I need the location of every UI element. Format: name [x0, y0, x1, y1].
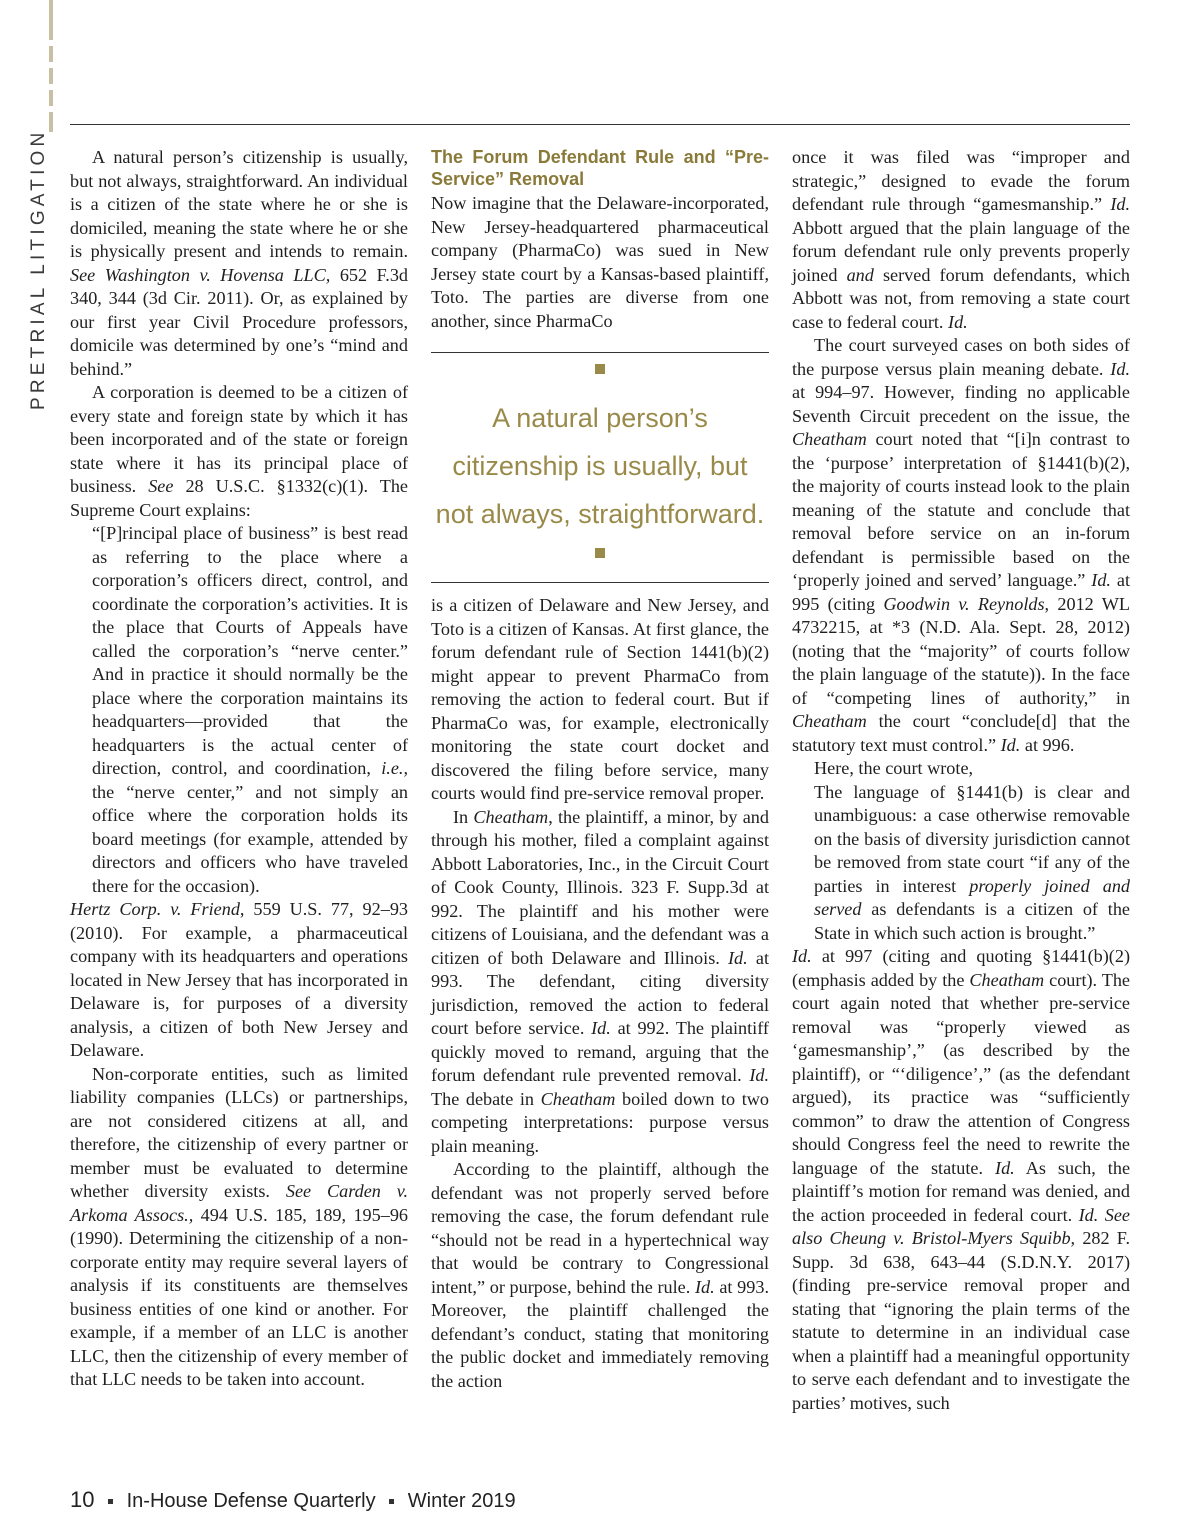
column-2-bottom	[431, 594, 769, 1393]
block-quote: The language of §1441(b) is clear and unambiguous: a case otherwise removable on the basis of diversity jurisdiction cannot be removed from state court “if any of the parties in interest properly joined and served as defendants is a citizen of the State in which such action is brought.”	[814, 781, 1131, 943]
paragraph: Id. at 997 (citing and quoting §1441(b)(2) (emphasis added by the Cheatham court). The court again noted that whether pre-service removal was “properly viewed as ‘gamesmanship’,” (as described by the plaintiff), or “‘diligence’,” (as the defendant argued), its practice was “sufficiently common” to draw the attention of Congress should Congress feel the need to rewrite the language of the statute. Id. As such, the plaintiff’s motion for remand was denied, and the action proceeded in federal court. Id. See also Cheung v. Bristol-Myers Squibb, 282 F. Supp. 3d 638, 643–44 (S.D.N.Y. 2017) (finding pre-service removal proper and stating that “ignoring the plain terms of the statute to determine in an individual case when a plaintiff had a meaningful opportunity to serve each defendant and to investigate the parties’ motives, such	[792, 946, 1131, 1413]
column-2-top	[431, 146, 769, 333]
bullet-icon	[108, 1499, 113, 1504]
pull-quote	[431, 352, 769, 586]
paragraph: A corporation is deemed to be a citizen of every state and foreign state by which it has been incorporated and of the state or foreign state where it has its principal place of business. See 28 U.S.C. §1332(c)(1). The Supreme Court explains:	[70, 382, 408, 520]
paragraph: is a citizen of Delaware and New Jersey, and Toto is a citizen of Kansas. At first glance, the forum defendant rule of Section 1441(b)(2) might appear to prevent PharmaCo from removing the action to federal court. But if PharmaCo was, for example, electronically monitoring the state court docket and discovered the filing before service, many courts would find pre-service removal proper.	[431, 595, 769, 803]
publication-name: In-House Defense Quarterly	[126, 1490, 376, 1512]
pull-quote-rule	[431, 352, 769, 353]
square-ornament-icon	[595, 548, 605, 558]
pull-quote-text: A natural person’s citizenship is usually, but not always, straightforward.	[435, 403, 765, 529]
square-ornament-icon	[595, 364, 605, 374]
gutter-bar	[49, 0, 53, 132]
gutter-dash	[48, 106, 54, 112]
gutter-dash	[48, 62, 54, 68]
pull-quote-rule	[431, 582, 769, 583]
paragraph: According to the plaintiff, although the defendant was not properly served before removing the case, the forum defendant rule “should not be read in a hypertechnical way that would be contrary to Congressional intent,” or purpose, behind the rule. Id. at 993. Moreover, the plaintiff challenged the defendant’s conduct, stating that monitoring the public docket and immediately removing the action	[431, 1159, 769, 1391]
paragraph: A natural person’s citizenship is usually, but not always, straightforward. An individual is a citizen of the state where he or she is domiciled, meaning the state where he or she is physically present and intends to remain. See Washington v. Hovensa LLC, 652 F.3d 340, 344 (3d Cir. 2011). Or, as explained by our first year Civil Procedure professors, domicile was determined by one’s “mind and behind.”	[70, 147, 409, 379]
paragraph: once it was filed was “improper and strategic,” designed to evade the forum defendant rule through “gamesmanship.” Id. Abbott argued that the plain language of the forum defendant rule only prevents properly joined and served forum defendants, which Abbott was not, from removing a state court case to federal court. Id.	[792, 147, 1131, 332]
gutter-dash	[48, 40, 54, 46]
paragraph: Hertz Corp. v. Friend, 559 U.S. 77, 92–93 (2010). For example, a pharmaceutical company with its headquarters and operations located in New Jersey that has incorporated in Delaware is, for purposes of a diversity analysis, a citizen of both New Jersey and Delaware.	[70, 899, 409, 1060]
block-quote: “[P]rincipal place of business” is best read as referring to the place where a corporation’s officers direct, control, and coordinate the corporation’s activities. It is the place that Courts of Appeals have called the corporation’s “nerve center.” And in practice it should normally be the place where the corporation maintains its headquarters—provided that the headquarters is the actual center of direction, control, and coordination, i.e., the “nerve center,” and not simply an office where the corporation holds its board meetings (for example, attended by directors and officers who have traveled there for the occasion).	[92, 523, 409, 896]
gutter-dash	[48, 84, 54, 90]
paragraph: Here, the court wrote,	[814, 758, 974, 778]
bullet-icon	[389, 1499, 394, 1504]
paragraph: In Cheatham, the plaintiff, a minor, by and through his mother, filed a complaint against Abbott Laboratories, Inc., in the Circuit Court of Cook County, Illinois. 323 F. Supp.3d at 992. The plaintiff and his mother were citizens of Louisiana, and the defendant was a citizen of both Delaware and Illinois. Id. at 993. The defendant, citing diversity jurisdiction, removed the action to federal court before service. Id. at 992. The plaintiff quickly moved to remand, arguing that the forum defendant rule prevented removal. Id. The debate in Cheatham boiled down to two competing interpretations: purpose versus plain meaning.	[431, 806, 770, 1156]
page-number: 10	[70, 1487, 95, 1512]
section-tab: PRETRIAL LITIGATION	[28, 128, 49, 410]
paragraph: Now imagine that the Delaware-incorporated, New Jersey-headquartered pharmaceutical company (PharmaCo) was sued in New Jersey state court by a Kansas-based plaintiff, Toto. The parties are diverse from one another, since PharmaCo	[431, 193, 769, 331]
paragraph: The court surveyed cases on both sides of the purpose versus plain meaning debate. Id. at 994–97. However, finding no applicable Seventh Circuit precedent on the issue, the Cheatham court noted that “[i]n contrast to the ‘purpose’ interpretation of §1441(b)(2), the majority of courts instead look to the plain meaning of the statute and conclude that removal before service on an in-forum defendant is permissible based on the ‘properly joined and served’ language.” Id. at 995 (citing Goodwin v. Reynolds, 2012 WL 4732215, at *3 (N.D. Ala. Sept. 28, 2012) (noting that the “majority” of courts follow the plain language of the statute)). In the face of “competing lines of authority,” in Cheatham the court “conclude[d] that the statutory text must control.” Id. at 996.	[792, 335, 1131, 755]
issue-date: Winter 2019	[407, 1490, 516, 1512]
section-heading: The Forum Defendant Rule and “Pre-Service” Removal	[431, 147, 769, 189]
top-rule	[70, 124, 1130, 125]
column-1	[70, 146, 408, 1392]
page-footer	[70, 1487, 516, 1513]
paragraph: Non-corporate entities, such as limited liability companies (LLCs) or partnerships, are not considered citizens at all, and therefore, the citizenship of every partner or member must be evaluated to determine whether diversity exists. See Carden v. Arkoma Assocs., 494 U.S. 185, 189, 195–96 (1990). Determining the citizenship of a non-corporate entity may require several layers of analysis if its constituents are themselves business entities of one kind or another. For example, if a member of an LLC is another LLC, then the citizenship of every member of that LLC needs to be taken into account.	[70, 1063, 409, 1389]
column-3	[792, 146, 1130, 1415]
